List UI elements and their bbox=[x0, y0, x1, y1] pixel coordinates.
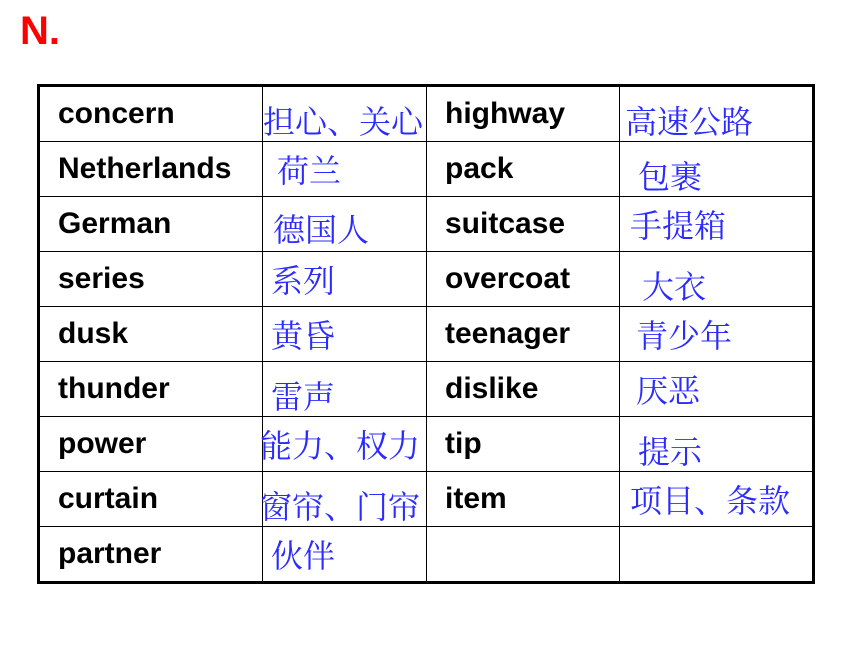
chinese-meaning: 手提箱 bbox=[630, 207, 727, 245]
english-word: pack bbox=[445, 152, 514, 185]
english-word: dislike bbox=[445, 372, 539, 405]
word-cell bbox=[39, 252, 263, 307]
word-cell bbox=[427, 252, 620, 307]
meaning-cell bbox=[620, 307, 814, 362]
english-word: German bbox=[58, 207, 172, 240]
meaning-cell bbox=[263, 252, 427, 307]
english-word: tip bbox=[445, 427, 482, 460]
english-word: highway bbox=[445, 97, 566, 130]
chinese-meaning: 青少年 bbox=[636, 317, 733, 355]
meaning-cell bbox=[260, 472, 427, 527]
word-cell bbox=[39, 417, 263, 472]
word-cell bbox=[39, 362, 263, 417]
table-row bbox=[39, 472, 814, 527]
chinese-meaning: 黄昏 bbox=[271, 317, 336, 355]
table-row bbox=[39, 362, 814, 417]
english-word: item bbox=[445, 482, 507, 515]
meaning-cell bbox=[620, 472, 814, 527]
vocabulary-table bbox=[37, 84, 815, 584]
chinese-meaning: 系列 bbox=[271, 262, 336, 300]
table-row bbox=[39, 86, 814, 142]
table-row bbox=[39, 417, 814, 472]
table-row bbox=[39, 252, 814, 307]
word-cell bbox=[427, 472, 620, 527]
english-word: partner bbox=[58, 537, 162, 570]
word-cell bbox=[39, 86, 263, 142]
chinese-meaning: 雷声 bbox=[271, 378, 336, 416]
english-word: concern bbox=[58, 97, 175, 130]
chinese-meaning: 大衣 bbox=[642, 268, 707, 306]
meaning-cell bbox=[620, 86, 814, 142]
word-cell bbox=[427, 197, 620, 252]
chinese-meaning: 项目、条款 bbox=[630, 482, 791, 520]
english-word: dusk bbox=[58, 317, 129, 350]
word-cell bbox=[427, 142, 620, 197]
meaning-cell bbox=[620, 362, 814, 417]
word-cell bbox=[427, 307, 620, 362]
english-word: Netherlands bbox=[58, 152, 232, 185]
chinese-meaning: 德国人 bbox=[273, 211, 370, 249]
chinese-meaning: 高速公路 bbox=[625, 103, 754, 141]
table-row bbox=[39, 307, 814, 362]
word-cell bbox=[39, 307, 263, 362]
word-cell bbox=[427, 362, 620, 417]
english-word: power bbox=[58, 427, 147, 460]
chinese-meaning: 能力、权力 bbox=[260, 427, 421, 465]
table-row bbox=[39, 197, 814, 252]
meaning-cell bbox=[620, 417, 814, 472]
word-cell bbox=[39, 197, 263, 252]
word-cell bbox=[39, 527, 263, 583]
meaning-cell bbox=[620, 197, 814, 252]
meaning-cell bbox=[620, 527, 814, 583]
english-word: curtain bbox=[58, 482, 159, 515]
meaning-cell bbox=[263, 142, 427, 197]
table-row bbox=[39, 142, 814, 197]
chinese-meaning: 担心、关心 bbox=[263, 103, 424, 141]
english-word: overcoat bbox=[445, 262, 571, 295]
word-cell bbox=[427, 417, 620, 472]
meaning-cell bbox=[620, 142, 814, 197]
table-row bbox=[39, 527, 814, 583]
meaning-cell bbox=[260, 417, 427, 472]
chinese-meaning: 伙伴 bbox=[271, 537, 336, 575]
meaning-cell bbox=[263, 86, 427, 142]
word-cell bbox=[39, 142, 263, 197]
english-word: teenager bbox=[445, 317, 571, 350]
word-cell bbox=[427, 527, 620, 583]
english-word: thunder bbox=[58, 372, 170, 405]
chinese-meaning: 荷兰 bbox=[277, 152, 342, 190]
chinese-meaning: 厌恶 bbox=[636, 372, 701, 410]
meaning-cell bbox=[263, 362, 427, 417]
chinese-meaning: 提示 bbox=[638, 433, 703, 471]
chinese-meaning: 窗帘、门帘 bbox=[260, 488, 421, 526]
chinese-meaning: 包裹 bbox=[638, 158, 703, 196]
word-cell bbox=[39, 472, 263, 527]
meaning-cell bbox=[263, 307, 427, 362]
meaning-cell bbox=[263, 197, 427, 252]
meaning-cell bbox=[620, 252, 814, 307]
word-cell bbox=[427, 86, 620, 142]
english-word: series bbox=[58, 262, 145, 295]
section-heading: N. bbox=[20, 9, 60, 53]
english-word: suitcase bbox=[445, 207, 566, 240]
meaning-cell bbox=[263, 527, 427, 583]
